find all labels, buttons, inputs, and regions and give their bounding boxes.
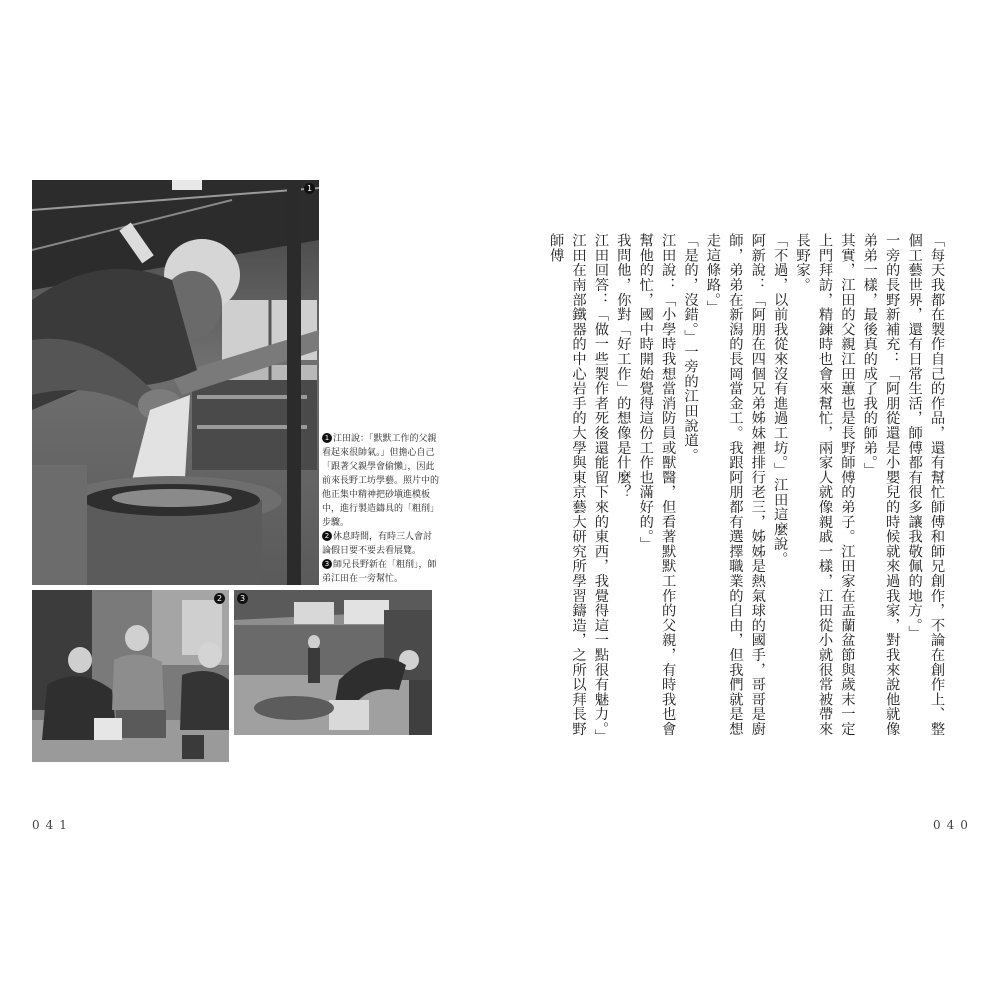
photo-number-badge: 3: [237, 593, 248, 604]
photo-3-image: [234, 590, 432, 735]
page-number-right: 040: [933, 818, 974, 832]
page-number-left: 041: [32, 818, 73, 832]
photo-three-men-resting: [32, 590, 229, 762]
paragraph: 江田回答：「做一些製作者死後還能留下來的東西，我覺得這一點很有魅力。」: [592, 233, 609, 744]
caption-number-badge: 3: [322, 559, 332, 569]
caption-item: [322, 558, 440, 586]
article-body: [548, 233, 948, 744]
caption-number-badge: 2: [322, 531, 332, 541]
caption-text: 休息時間，有時三人會討論假日要不要去看展覽。: [322, 532, 433, 556]
paragraph: 江田說：「小學時我想當消防員或獸醫，但看著默默工作的父親，有時我也會幫他的忙，國中時開始覺得這份工作也滿好的。」: [637, 233, 677, 737]
caption-item: [322, 530, 440, 558]
paragraph: 我問他，你對「好工作」的想像是什麼？: [615, 233, 632, 500]
paragraph: 其實，江田的父親江田蕙也是長野師傅的弟子。江田家在盂蘭盆節與歲末一定上門拜訪，精鍊時也會來幫忙，兩家人就像親戚一樣，江田從小就很常被帶來長野家。: [794, 233, 856, 737]
caption-text: 師兄長野新在「粗削」，師弟江田在一旁幫忙。: [322, 560, 437, 584]
photo-number-badge: 2: [214, 593, 225, 604]
paragraph: 「每天我都在製作自己的作品，還有幫忙師傅和師兄創作，不論在創作上、整個工藝世界，還有日常生活，師傅都有很多讓我敬佩的地方。」: [906, 233, 945, 737]
photo-2-image: [32, 590, 229, 762]
paragraph: 一旁的長野新補充：「阿朋從還是小嬰兒的時候就來過我家，對我來說他就像弟弟一樣，最後真的成了我的師弟。」: [861, 233, 901, 737]
photo-caption: [322, 432, 440, 586]
caption-number-badge: 1: [322, 433, 332, 443]
caption-item: [322, 432, 440, 530]
paragraph: 「是的，沒錯。」一旁的江田說道。: [682, 233, 699, 463]
photo-number-badge: 1: [304, 183, 315, 194]
paragraph: 江田在南部鐵器的中心岩手的大學與東京藝大研究所學習鑄造，之所以拜長野師傅: [548, 233, 587, 737]
caption-text: 江田說：「默默工作的父親看起來很帥氣。」但擔心自己「跟著父親學會偷懶」，因此前來長野工坊學藝。照片中的他正集中精神把砂塡進模板中，進行製造鑄具的「粗削」步驟。: [322, 434, 440, 528]
photo-workshop-interior: [234, 590, 432, 735]
paragraph: 「不過，以前我從來沒有進過工坊。」江田這麼說。: [772, 233, 789, 567]
photo-1-image: [32, 180, 319, 585]
photo-artisan-pouring: [32, 180, 319, 585]
paragraph: 阿新說：「阿朋在四個兄弟姊妹裡排行老三，姊姊是熱氣球的國手，哥哥是廚師，弟弟在新潟的長岡當金工。我跟阿朋都有選擇職業的自由，但我們就是想走這條路。」: [704, 233, 766, 737]
